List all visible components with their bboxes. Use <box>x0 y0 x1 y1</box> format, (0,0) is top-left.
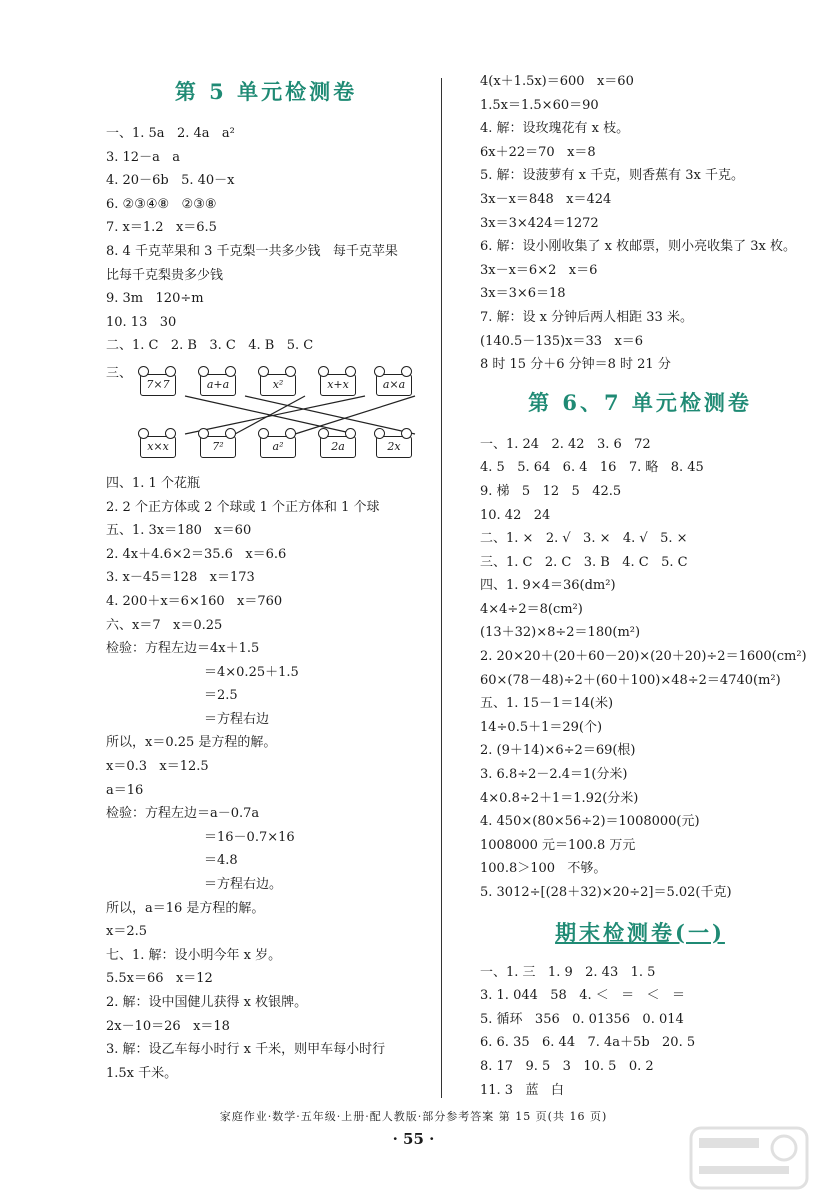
answer-line: 3x－x＝848 x＝424 <box>480 191 612 207</box>
answer-line: 4. 200＋x＝6×160 x＝760 <box>106 593 283 609</box>
match-line <box>295 396 415 434</box>
card-bottom: a² <box>260 436 296 458</box>
answer-line: 比每千克梨贵多少钱 <box>106 267 224 283</box>
answer-line: ＝4×0.25＋1.5 <box>204 664 299 680</box>
section-title-final: 期末检测卷(一) <box>555 919 725 945</box>
answer-line: 二、1. C 2. B 3. C 4. B 5. C <box>106 338 314 354</box>
answer-line: 60×(78－48)÷2＋(60＋100)×48÷2＝4740(m²) <box>480 672 781 688</box>
answer-line: 一、1. 24 2. 42 3. 6 72 <box>480 436 651 452</box>
figure-label: 三、 <box>106 365 133 381</box>
answer-line: 4(x＋1.5x)＝600 x＝60 <box>480 74 634 89</box>
answer-line: a＝16 <box>106 782 144 798</box>
answer-line: 4. 解：设玫瑰花有 x 枝。 <box>480 121 630 137</box>
answer-line: 3. 12－a a <box>106 149 180 165</box>
answer-line: 100.8＞100 不够。 <box>480 861 607 877</box>
answer-line: ＝方程右边。 <box>204 877 283 893</box>
watermark-logo <box>689 1126 809 1190</box>
column-divider <box>441 78 442 1098</box>
answers-block <box>106 472 426 661</box>
answer-line: 5.5x＝66 x＝12 <box>106 971 213 987</box>
answer-line: 6x＋22＝70 x＝8 <box>480 144 596 160</box>
answer-line: 三、1. C 2. C 3. B 4. C 5. C <box>480 554 688 570</box>
answer-line: 9. 梯 5 12 5 42.5 <box>480 483 622 499</box>
answer-line: 8. 4 千克苹果和 3 千克梨一共多少钱 每千克苹果 <box>106 243 398 259</box>
answer-line: 10. 13 30 <box>106 314 177 330</box>
answer-line: 1.5x＝1.5×60＝90 <box>480 97 599 113</box>
answer-line: 1008000 元＝100.8 万元 <box>480 837 636 853</box>
page-footer: 家庭作业·数学·五年级·上册·配人教版·部分参考答案 第 15 页(共 16 页) <box>219 1110 608 1123</box>
answer-line: 1.5x 千米。 <box>106 1065 178 1081</box>
card-top: x+x <box>320 374 356 396</box>
answer-line: (13＋32)×8÷2＝180(m²) <box>480 625 641 641</box>
section-title-unit5: 第 5 单元检测卷 <box>174 79 358 104</box>
answer-line: 4. 20－6b 5. 40－x <box>106 173 235 189</box>
answer-line: 2. 20×20＋(20＋60－20)×(20＋20)÷2＝1600(cm²) <box>480 649 807 665</box>
answer-line: 3x－x＝6×2 x＝6 <box>480 262 598 278</box>
answer-line: 一、1. 三 1. 9 2. 43 1. 5 <box>480 964 656 980</box>
answers-block <box>106 897 426 1086</box>
answer-line: 5. 循环 356 0. 01356 0. 014 <box>480 1011 684 1027</box>
answers-block <box>480 433 807 905</box>
answer-line: 8 时 15 分＋6 分钟＝8 时 21 分 <box>480 357 671 373</box>
answer-line: 3. 6.8÷2－2.4＝1(分米) <box>480 767 628 783</box>
card-bottom: x×x <box>140 436 176 458</box>
answer-line: 五、1. 15－1＝14(米) <box>480 696 614 712</box>
card-top: a+a <box>200 374 236 396</box>
answer-line: ＝4.8 <box>204 853 238 869</box>
check-steps <box>106 826 426 897</box>
answer-line: 3. 解：设乙车每小时行 x 千米，则甲车每小时行 <box>106 1042 386 1058</box>
left-column <box>106 70 426 1085</box>
answer-line: 9. 3m 120÷m <box>106 291 204 307</box>
answer-line: 4. 5 5. 64 6. 4 16 7. 略 8. 45 <box>480 460 704 476</box>
answer-line: 五、1. 3x＝180 x＝60 <box>106 523 252 539</box>
answer-line: 3. x－45＝128 x＝173 <box>106 570 255 586</box>
answer-line: 4×4÷2＝8(cm²) <box>480 601 583 617</box>
answer-line: (140.5－135)x＝33 x＝6 <box>480 333 644 349</box>
card-bottom: 7² <box>200 436 236 458</box>
answer-line: 5. 3012÷[(28＋32)×20÷2]＝5.02(千克) <box>480 885 732 900</box>
answer-line: 二、1. × 2. √ 3. × 4. √ 5. × <box>480 531 688 547</box>
page-number: · 55 · <box>392 1130 435 1148</box>
matching-figure <box>106 358 426 468</box>
section-title-unit67: 第 6、7 单元检测卷 <box>528 389 752 415</box>
answer-line: 3. 1. 044 58 4. ＜ ＝ ＜ ＝ <box>480 988 685 1004</box>
answer-line: 六、x＝7 x＝0.25 <box>106 617 223 633</box>
card-top: x² <box>260 374 296 396</box>
right-column <box>480 70 807 1102</box>
answer-line: 7. 解：设 x 分钟后两人相距 33 米。 <box>480 309 693 325</box>
answer-line: 4. 450×(80×56÷2)＝1008000(元) <box>480 814 700 830</box>
answer-line: 四、1. 9×4＝36(dm²) <box>480 578 616 594</box>
answer-line: x＝0.3 x＝12.5 <box>106 759 209 775</box>
answer-line: 2. 4x＋4.6×2＝35.6 x＝6.6 <box>106 546 287 562</box>
card-top: a×a <box>376 374 412 396</box>
answer-line: ＝2.5 <box>204 688 238 704</box>
check-steps <box>106 661 426 732</box>
answer-line: 2x－10＝26 x＝18 <box>106 1018 230 1034</box>
answers-block <box>106 731 426 825</box>
card-top: 7×7 <box>140 374 176 396</box>
answer-line: 所以，x＝0.25 是方程的解。 <box>106 735 277 751</box>
answer-line: 检验：方程左边＝4x＋1.5 <box>106 641 260 657</box>
answer-line: ＝16－0.7×16 <box>204 829 295 845</box>
answer-line: 3x＝3×424＝1272 <box>480 215 599 231</box>
card-bottom: 2a <box>320 436 356 458</box>
answer-line: 10. 42 24 <box>480 507 551 523</box>
answer-line: 5. 解：设菠萝有 x 千克，则香蕉有 3x 千克。 <box>480 168 744 184</box>
answer-line: ＝方程右边 <box>204 711 270 727</box>
answer-line: 2. 2 个正方体或 2 个球或 1 个正方体和 1 个球 <box>106 499 380 515</box>
answer-line: 11. 3 蓝 白 <box>480 1082 564 1098</box>
answer-line: 4×0.8÷2＋1＝1.92(分米) <box>480 790 639 806</box>
answer-line: x＝2.5 <box>106 924 148 940</box>
answer-line: 2. 解：设中国健儿获得 x 枚银牌。 <box>106 995 308 1010</box>
answer-line: 3x＝3×6＝18 <box>480 286 566 302</box>
answer-line: 四、1. 1 个花瓶 <box>106 475 200 491</box>
answer-line: 检验：方程左边＝a－0.7a <box>106 806 260 822</box>
answer-line: 8. 17 9. 5 3 10. 5 0. 2 <box>480 1058 654 1074</box>
answer-line: 所以，a＝16 是方程的解。 <box>106 900 265 916</box>
card-bottom: 2x <box>376 436 412 458</box>
answer-line: 6. 6. 35 6. 44 7. 4a＋5b 20. 5 <box>480 1035 696 1051</box>
answers-block <box>480 70 800 377</box>
answer-line: 6. ②③④⑧ ②③⑧ <box>106 196 217 212</box>
answer-line: 2. (9＋14)×6÷2＝69(根) <box>480 743 636 759</box>
answer-line: 6. 解：设小刚收集了 x 枚邮票，则小亮收集了 3x 枚。 <box>480 239 796 255</box>
answers-block <box>106 122 426 358</box>
answer-line: 一、1. 5a 2. 4a a² <box>106 126 235 141</box>
answer-line: 7. x＝1.2 x＝6.5 <box>106 220 217 236</box>
answer-line: 14÷0.5＋1＝29(个) <box>480 719 603 735</box>
answer-line: 七、1. 解：设小明今年 x 岁。 <box>106 947 282 963</box>
answers-block <box>480 961 800 1103</box>
